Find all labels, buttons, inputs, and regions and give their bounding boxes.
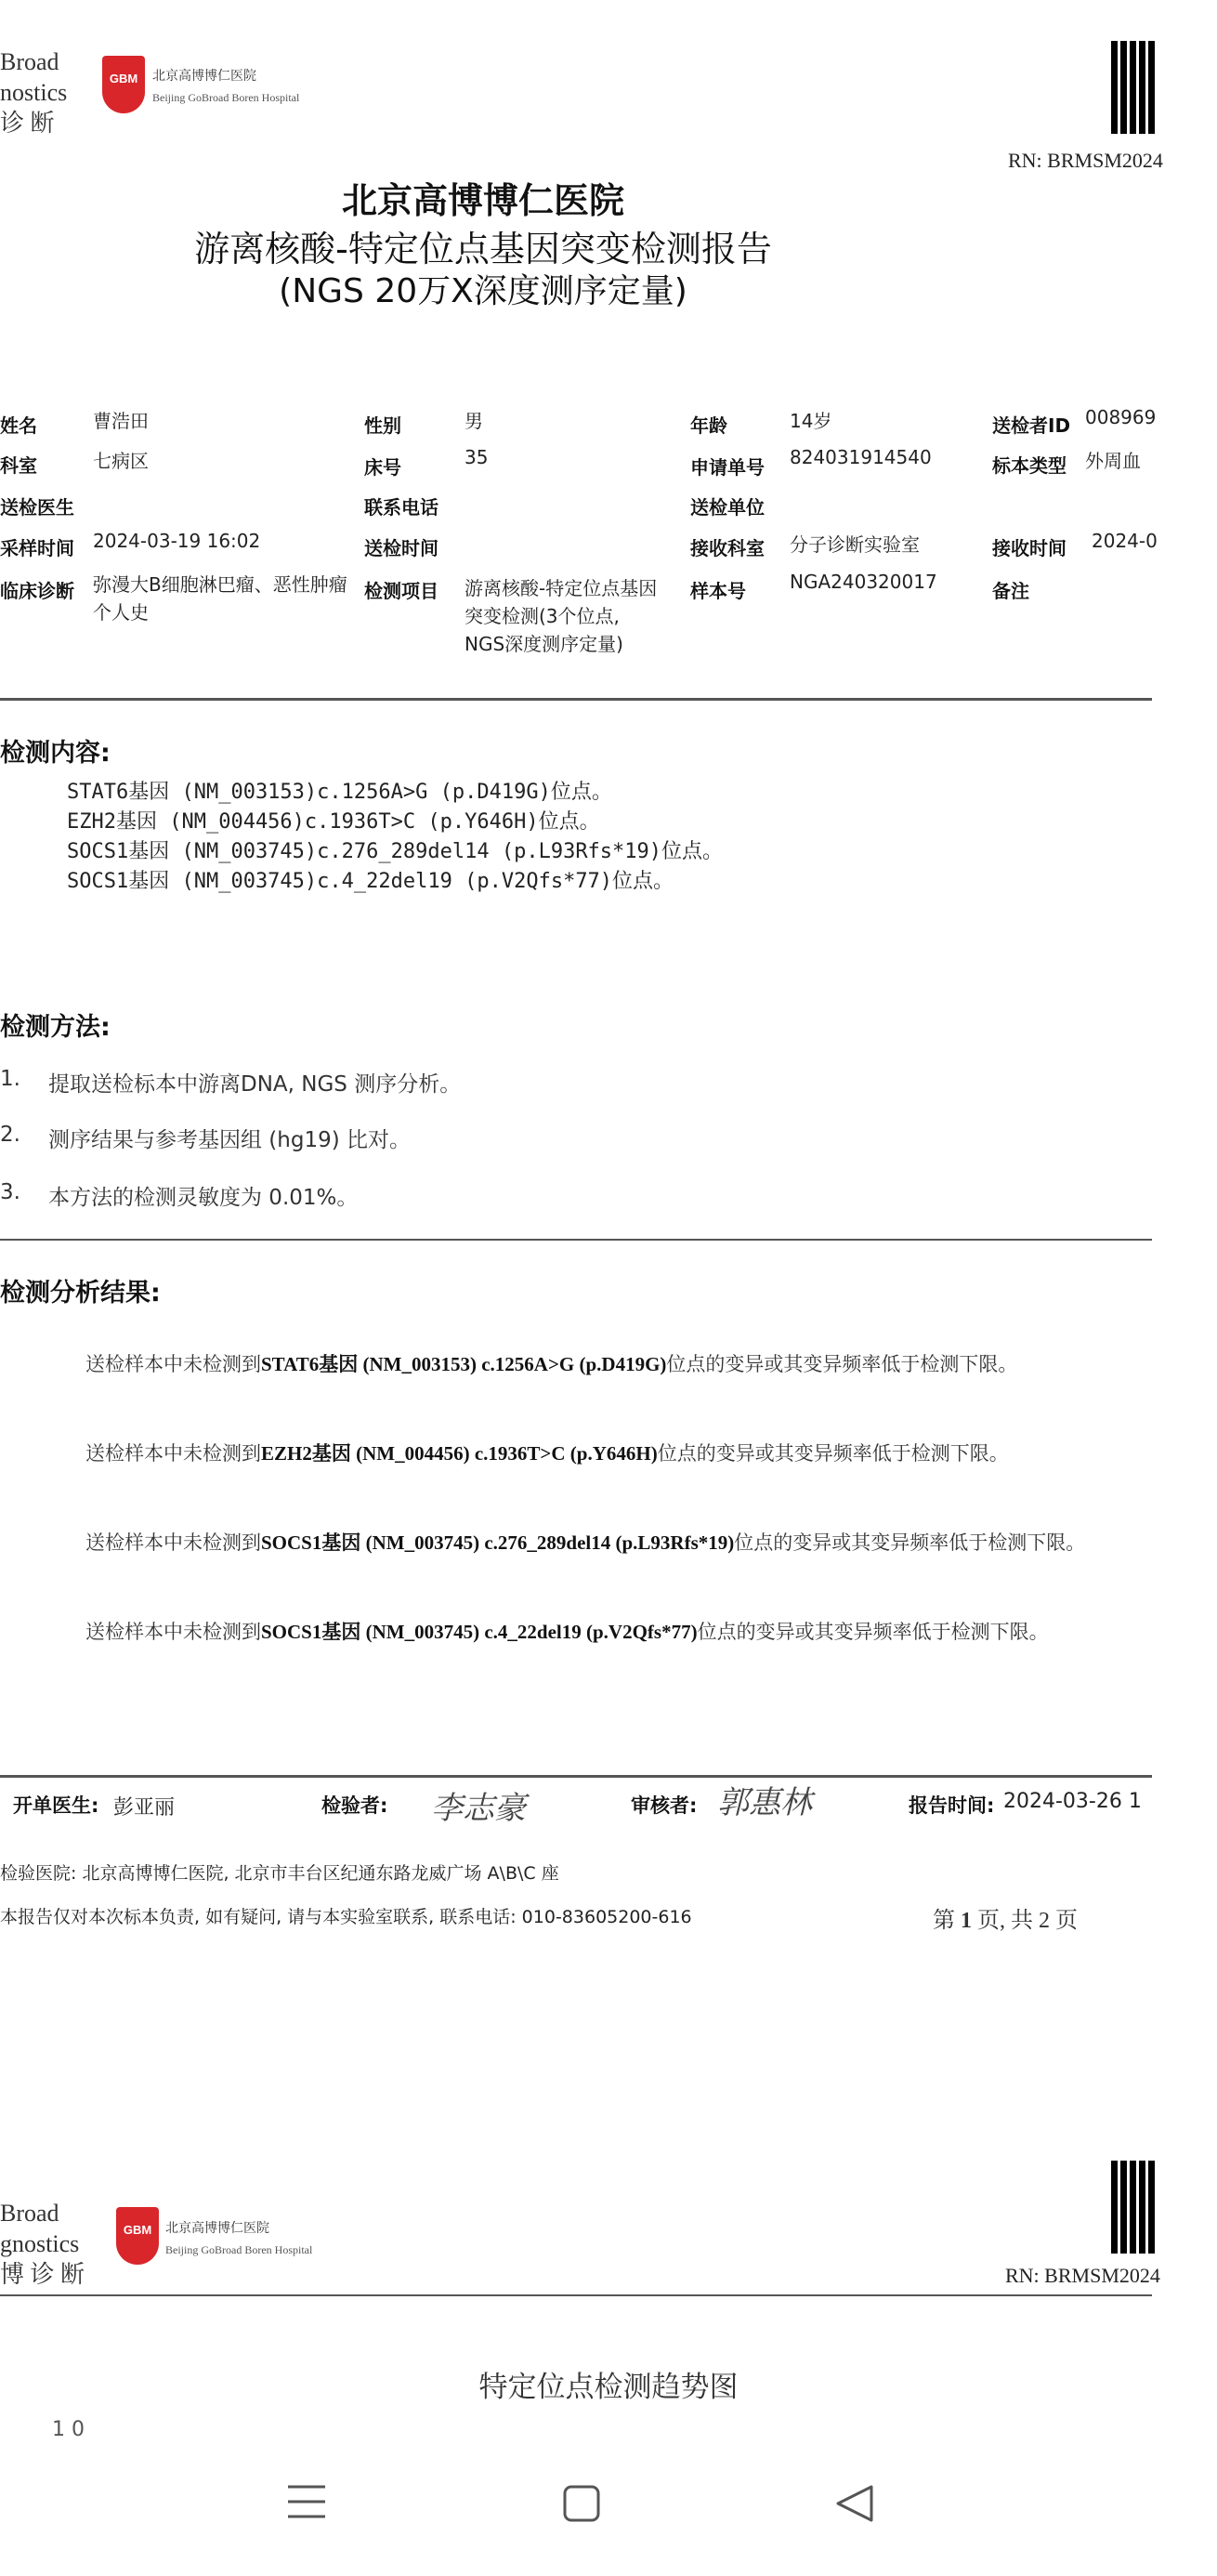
report-number: RN: BRMSM2024 — [1008, 149, 1163, 172]
report-title: 游离核酸-特定位点基因突变检测报告 — [194, 229, 772, 269]
recv-time-value: 2024-0 — [1092, 530, 1158, 552]
recv-dept-label: 接收科室 — [690, 537, 765, 559]
collect-time-value: 2024-03-19 16:02 — [93, 530, 261, 552]
unit-label: 送检单位 — [690, 496, 765, 519]
send-time-label: 送检时间 — [364, 537, 438, 559]
disclaimer: 本报告仅对本次标本负责, 如有疑问, 请与本实验室联系, 联系电话: 010-83605200-616 — [0, 1907, 692, 1927]
content-item: STAT6基因 (NM_003153)c.1256A>G (p.D419G)位点。 — [67, 781, 612, 804]
sample-type-label: 标本类型 — [992, 454, 1067, 477]
report-time-value: 2024-03-26 1 — [1003, 1790, 1142, 1813]
collect-time-label: 采样时间 — [0, 537, 74, 559]
method-item: 提取送检标本中游离DNA, NGS 测序分析。 — [48, 1072, 462, 1097]
divider — [0, 1239, 1152, 1241]
content-item: SOCS1基因 (NM_003745)c.276_289del14 (p.L93Rfs*19)位点。 — [67, 840, 724, 863]
apply-no-value: 824031914540 — [790, 446, 932, 468]
tester-signature: 李志豪 — [431, 1790, 526, 1827]
lab-address: 检验医院: 北京高博博仁医院, 北京市丰台区纪通东路龙威广场 A\B\C 座 — [0, 1863, 559, 1884]
diagnosis-value: 弥漫大B细胞淋巴瘤、恶性肿瘤个人史 — [93, 573, 347, 624]
trend-chart-title: 特定位点检测趋势图 — [478, 2371, 739, 2404]
age-value: 14岁 — [790, 410, 832, 432]
bed-value: 35 — [465, 446, 489, 468]
tester-label: 检验者: — [321, 1794, 388, 1817]
divider — [0, 698, 1152, 701]
result-item: 送检样本中未检测到STAT6基因 (NM_003153) c.1256A>G (p.D419G)位点的变异或其变异频率低于检测下限。 — [85, 1353, 1018, 1375]
age-label: 年龄 — [690, 414, 727, 437]
ordering-doctor-label: 开单医生: — [13, 1794, 99, 1817]
sender-id-label: 送检者ID — [992, 414, 1071, 437]
method-item: 本方法的检测灵敏度为 0.01%。 — [48, 1186, 359, 1210]
sample-no-label: 样本号 — [690, 580, 746, 602]
hospital-seal-icon: GBM — [102, 56, 145, 113]
recv-dept-value: 分子诊断实验室 — [790, 533, 920, 556]
reviewer-label: 审核者: — [631, 1794, 698, 1817]
home-icon[interactable] — [563, 2485, 600, 2522]
lab-logo-text: Broad nostics 诊 断 — [0, 48, 68, 137]
item-label: 检测项目 — [364, 580, 438, 602]
dept-label: 科室 — [0, 454, 37, 477]
result-item: 送检样本中未检测到SOCS1基因 (NM_003745) c.276_289del14 (p.L93Rfs*19)位点的变异或其变异频率低于检测下限。 — [85, 1531, 1086, 1554]
back-icon[interactable] — [834, 2483, 875, 2524]
reviewer-signature: 郭惠林 — [717, 1784, 812, 1821]
sender-id-value: 008969 — [1085, 406, 1157, 428]
sex-value: 男 — [465, 410, 483, 432]
hospital-logo-name: 北京高博博仁医院 Beijing GoBroad Boren Hospital — [152, 70, 300, 104]
bed-label: 床号 — [364, 456, 401, 479]
hospital-seal-icon: GBM — [116, 2207, 159, 2265]
result-heading: 检测分析结果: — [0, 1279, 161, 1308]
menu-icon[interactable] — [286, 2483, 327, 2520]
doctor-label: 送检医生 — [0, 496, 74, 519]
dept-value: 七病区 — [93, 450, 149, 472]
page-indicator: 第 1 页, 共 2 页 — [933, 1909, 1078, 1933]
sex-label: 性别 — [364, 414, 401, 437]
method-num: 3. — [0, 1180, 20, 1204]
name-value: 曹浩田 — [93, 410, 149, 432]
recv-time-label: 接收时间 — [992, 537, 1067, 559]
result-item: 送检样本中未检测到SOCS1基因 (NM_003745) c.4_22del19 (p.V2Qfs*77)位点的变异或其变异频率低于检测下限。 — [85, 1621, 1049, 1643]
report-time-label: 报告时间: — [909, 1794, 995, 1817]
method-item: 测序结果与参考基因组 (hg19) 比对。 — [48, 1128, 412, 1152]
content-heading: 检测内容: — [0, 739, 111, 768]
name-label: 姓名 — [0, 414, 37, 437]
hospital-logo-name: 北京高博博仁医院 Beijing GoBroad Boren Hospital — [165, 2222, 313, 2256]
report-subtitle: (NGS 20万X深度测序定量) — [279, 272, 687, 310]
method-num: 2. — [0, 1123, 20, 1147]
sample-no-value: NGA240320017 — [790, 571, 937, 593]
method-num: 1. — [0, 1067, 20, 1091]
divider — [0, 2294, 1152, 2296]
qr-code-icon — [1111, 2161, 1158, 2254]
sample-type-value: 外周血 — [1085, 450, 1141, 472]
report-number: RN: BRMSM2024 — [1005, 2264, 1160, 2287]
content-item: SOCS1基因 (NM_003745)c.4_22del19 (p.V2Qfs*77)位点。 — [67, 870, 674, 893]
hospital-title: 北京高博博仁医院 — [341, 180, 624, 221]
lab-logo-text: Broad gnostics 博 诊 断 — [0, 2200, 85, 2288]
diagnosis-label: 临床诊断 — [0, 580, 74, 602]
chart-axis-cut: 1 0 — [52, 2418, 85, 2441]
divider — [0, 1775, 1152, 1778]
phone-label: 联系电话 — [364, 496, 438, 519]
content-item: EZH2基因 (NM_004456)c.1936T>C (p.Y646H)位点。 — [67, 810, 600, 834]
method-heading: 检测方法: — [0, 1013, 111, 1042]
qr-code-icon — [1111, 41, 1158, 134]
result-item: 送检样本中未检测到EZH2基因 (NM_004456) c.1936T>C (p.Y646H)位点的变异或其变异频率低于检测下限。 — [85, 1442, 1009, 1465]
apply-no-label: 申请单号 — [690, 456, 765, 479]
item-value: 游离核酸-特定位点基因突变检测(3个位点, NGS深度测序定量) — [465, 577, 658, 655]
remark-label: 备注 — [992, 580, 1029, 602]
ordering-doctor-value: 彭亚丽 — [113, 1796, 176, 1820]
